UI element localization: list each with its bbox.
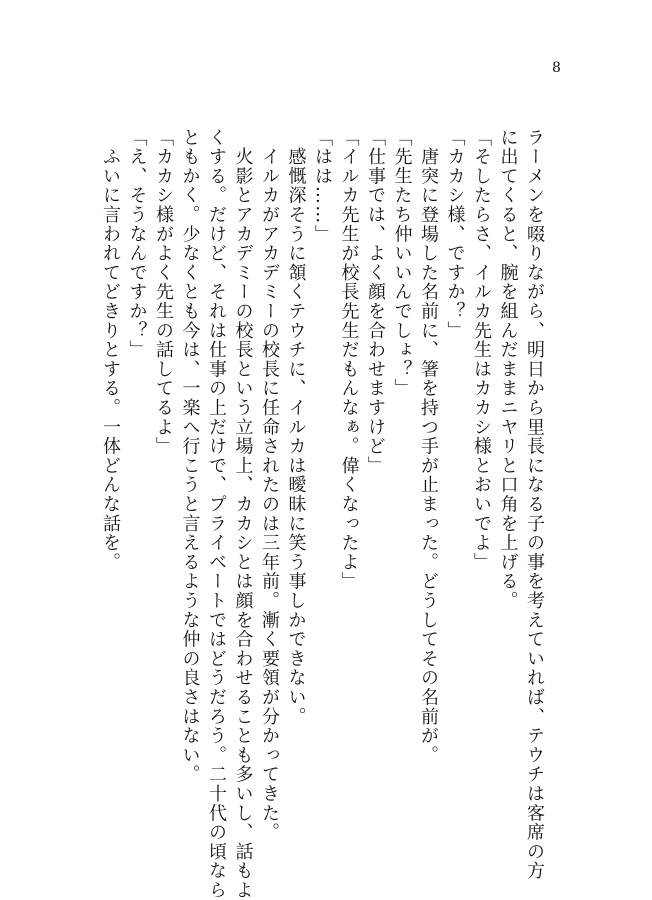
- text-line: 唐突に登場した名前に、箸を持つ手が止まった。どうしてその名前が。: [418, 128, 439, 765]
- text-line: 「はは……」: [312, 128, 333, 244]
- text-line: 「そしたらさ、イルカ先生はカカシ様とおいでよ」: [471, 128, 492, 572]
- text-line: イルカがアカデミーの校長に任命されたのは三年前。漸く要領が分かってきた。: [259, 128, 280, 843]
- text-line: ふいに言われてどきりとする。一体どんな話を。: [100, 128, 121, 572]
- page-number: 8: [552, 60, 561, 76]
- text-line: くする。だけど、それは仕事の上だけで、プライベートではどうだろう。二十代の頃なら: [206, 128, 227, 900]
- text-line: ラーメンを啜りながら、明日から里長になる子の事を考えていれば、テウチは客席の方: [524, 128, 545, 881]
- text-line: 「カカシ様、ですか？」: [444, 128, 466, 341]
- text-line: 「カカシ様がよく先生の話してるよ」: [153, 128, 174, 457]
- text-line: ともかく。少なくとも今は、一楽へ行こうと言えるような仲の良さはない。: [179, 128, 201, 785]
- vertical-text-body: [97, 128, 548, 900]
- text-line: 「仕事では、よく顔を合わせますけど」: [365, 128, 386, 476]
- text-line: 「え、そうなんですか？」: [126, 128, 148, 360]
- text-line: 「先生たち仲いいんでしょ？」: [391, 128, 413, 399]
- text-line: 火影とアカデミーの校長という立場上、カカシとは顔を合わせることも多いし、話もよ: [232, 128, 254, 900]
- text-line: に出てくると、腕を組んだままニヤリと口角を上げる。: [497, 128, 519, 611]
- text-line: 「イルカ先生が校長先生だもんなぁ。偉くなったよ」: [338, 128, 360, 592]
- text-line: 感慨深そうに頷くテウチに、イルカは曖昧に笑う事しかできない。: [285, 128, 307, 727]
